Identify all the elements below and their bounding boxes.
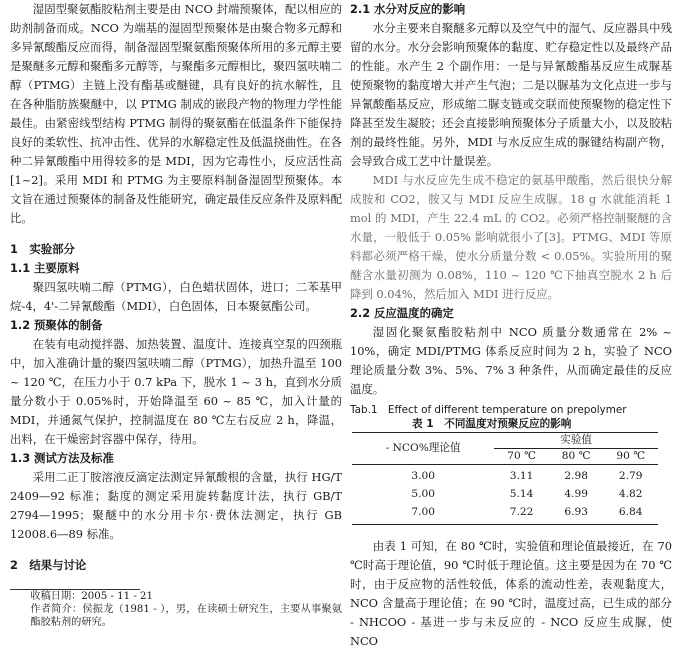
section-1-3-text: 采用二正丁胺溶液反滴定法测定异氰酸根的含量，执行 HG/T 2409—92 标准；黏度的测定采用旋转黏度计法，执行 GB/T 2794—1995；聚醚中的水分用卡尔·费休法测定，执行 GB 12008.6—89 标准。 xyxy=(10,470,342,541)
intro-paragraph: 湿固型聚氨酯胶粘剂主要是由 NCO 封端预聚体，配以相应的助剂制备而成。NCO 为端基的湿固型预聚体是由聚合物多元醇和多异氰酸酯反应而得，制备湿固型聚氨酯预聚体所用的多元醇主要是聚醚多元醇和聚酯多元醇等，与聚酯多元醇相比，聚四氢呋喃二醇（PTMG）主链上没有酯基或醚键，具有良好的抗水解性，且在各种脂肪族聚醚中，以 PTMG 制成的嵌段产物的物理力学性能最佳。由紧密线型结构 PTMG 制得的聚氨酯在低温条件下能保持良好的柔软性、抗冲击性、优异的水解稳定性及低温挠曲性。在各种二异氰酸酯中用得较多的是 MDI，因为它毒性小，反应活性高[1~2]。采用 MDI 和 PTMG 为主要原料制备湿固型预聚体。本文旨在通过预聚体的制备及性能研究，确定最佳反应条件及原料配比。 xyxy=(10,2,342,225)
table-header-experimental: 实验值 xyxy=(494,433,658,449)
table-cell: 6.93 xyxy=(549,502,604,525)
section-2-2-text: 湿固化聚氨酯胶粘剂中 NCO 质量分数通常在 2% ~ 10%，确定 MDI/PTMG 体系反应时间为 2 h，实验了 NCO 理论质量分数 3%、5%、7% 3 种条件，从而确定最佳的反应温度。 xyxy=(350,325,672,396)
table-cell: 4.82 xyxy=(618,488,643,500)
footnote-received: 收稿日期：2005 - 11 - 21 xyxy=(30,591,154,602)
discussion-paragraph: 由表 1 可知，在 80 ℃时，实验值和理论值最接近，在 70 ℃时高于理论值，90 ℃时低于理论值。这主要是因为在 70 ℃时，由于反应物的活性较低，体系的流动性差，表观黏度大，NCO 含量高于理论值；在 90 ℃时，温度过高，已生成的部分 - NHCOO - 基进一步与未反应的 - NCO 反应生成脲，使 NCO xyxy=(350,539,672,648)
section-1-heading: 1 实验部分 xyxy=(10,242,75,256)
section-2-1-paragraph-1: 水分主要来自聚醚多元醇以及空气中的湿气、反应器具中残留的水分。水分会影响预聚体的黏度、贮存稳定性以及最终产品的性能。水产生 2 个副作用：一是与异氰酸酯基反应生成脲基使预聚物的黏度增大并产生气泡；二是以脲基为文化点进一步与异氰酸酯基反应，形成缩二脲支链或交联而使预聚物的稳定性下降甚至发生凝胶；还会直接影响预聚体分子质量大小，以及胶粘剂的最终性能。另外，MDI 与水反应生成的脲键结构副产物，会导致合成工艺中计量误差。 xyxy=(350,21,672,168)
section-2-2-title: 反应温度的确定 xyxy=(374,306,454,320)
table-subheader-70: 70 ℃ xyxy=(494,449,549,465)
section-2-2-number: 2.2 xyxy=(350,306,371,320)
section-2-1-heading xyxy=(350,0,672,19)
section-1-1-title: 主要原料 xyxy=(34,261,80,275)
section-1-3-title: 测试方法及标准 xyxy=(34,451,114,465)
table-row xyxy=(352,502,658,525)
section-2-1-paragraph-2: MDI 与水反应先生成不稳定的氨基甲酸酯，然后很快分解成胺和 CO2，胺又与 MDI 反应生成脲。18 g 水就能消耗 1 mol 的 MDI，产生 22.4 mL 的 CO2。必须严格控制聚醚的含水量，一般低于 0.05% 影响就很小了[3]。PTMG、MDI 等原料都必须严格干燥，使水分质量分数 < 0.05%。实验所用的聚醚含水量初测为 0.08%，110 ~ 120 ℃下抽真空脱水 2 h 后降到 0.04%，然后加入 MDI 进行反应。 xyxy=(350,173,672,301)
table-row xyxy=(352,465,658,485)
section-1-2-text: 在装有电动搅拌器、加热装置、温度计、连接真空泵的四颈瓶中，加入准确计量的聚四氢呋喃二醇（PTMG），加热升温至 100 ~ 120 ℃，在压力小于 0.7 kPa 下，脱水 1 ~ 3 h，直到水分质量分数小于 0.05%时，开始降温至 60 ~ 85 ℃，加入计量的 MDI，并通氮气保护，控制温度在 80 ℃左右反应 2 h，降温，出料，在干燥密封容器中保存，待用。 xyxy=(10,337,342,446)
table-cell: 5.14 xyxy=(509,488,534,500)
section-2-heading: 2 结果与讨论 xyxy=(10,558,87,572)
table-cell: 4.99 xyxy=(564,488,588,500)
footnote-author: 作者简介：侯振龙（1981 - ），男，在读硕士研究生，主要从事聚氨酯胶粘剂的研究。 xyxy=(30,604,342,628)
table-subheader-90: 90 ℃ xyxy=(603,449,658,465)
section-2-1-title: 水分对反应的影响 xyxy=(374,2,466,16)
table-cell: 6.84 xyxy=(603,502,658,525)
table-cell: 3.00 xyxy=(411,470,435,482)
table-cell: 3.11 xyxy=(509,470,534,482)
table-cell: 2.98 xyxy=(564,470,588,482)
left-column xyxy=(0,0,342,628)
table-header-theoretical: - NCO%理论值 xyxy=(352,433,494,465)
section-1-1-heading xyxy=(10,259,342,278)
table-cell: 7.00 xyxy=(352,502,494,525)
section-2-1-number: 2.1 xyxy=(350,2,371,16)
table-caption-english: Tab.1 Effect of different temperature on prepolymer xyxy=(350,404,627,416)
section-1-1-text: 聚四氢呋喃二醇（PTMG），白色蜡状固体，进口；二苯基甲烷-4，4'-二异氰酸酯（MDI），白色固体，日本聚氨酯公司。 xyxy=(10,280,342,313)
table-cell: 5.00 xyxy=(411,488,435,500)
table-cell: 7.22 xyxy=(494,502,549,525)
section-1-1-number: 1.1 xyxy=(10,261,31,275)
section-1-2-title: 预聚体的制备 xyxy=(34,318,103,332)
section-1-2-number: 1.2 xyxy=(10,318,31,332)
section-1-3-heading xyxy=(10,449,342,468)
right-column xyxy=(350,0,672,648)
table-row xyxy=(352,484,658,502)
section-1-3-number: 1.3 xyxy=(10,451,31,465)
table-cell: 2.79 xyxy=(618,470,643,482)
table-subheader-80: 80 ℃ xyxy=(549,449,604,465)
table-caption-chinese: 表 1 不同温度对预聚反应的影响 xyxy=(412,418,572,430)
section-1-2-heading xyxy=(10,316,342,335)
section-2-2-heading xyxy=(350,304,672,323)
results-table xyxy=(352,432,658,525)
